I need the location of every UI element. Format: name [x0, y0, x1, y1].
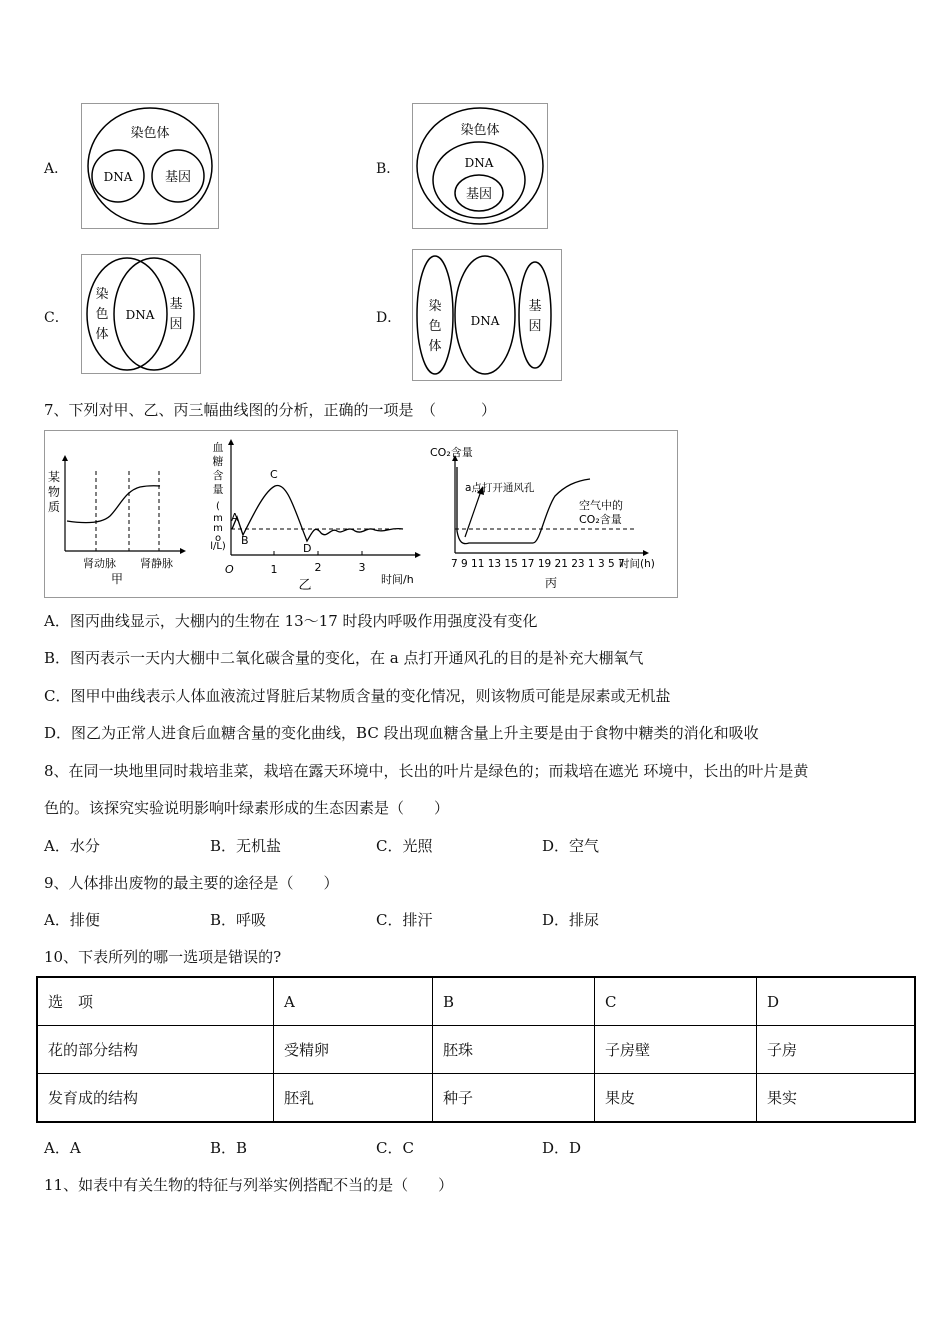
svg-text:量: 量 — [212, 483, 224, 496]
q7-figure — [44, 430, 678, 598]
q9-option-b[interactable]: B．呼吸 — [210, 911, 267, 929]
q6-figure-d[interactable] — [412, 249, 562, 381]
q7-jia-x2: 肾静脉 — [140, 557, 173, 570]
table-cell: 胚珠 — [433, 1026, 595, 1074]
table-cell: 果实 — [757, 1074, 916, 1123]
q7-option-d[interactable]: D．图乙为正常人进食后血糖含量的变化曲线，BC 段出现血糖含量上升主要是由于食物中糖类的消化和吸收 — [44, 724, 759, 742]
q7-yi-point-d: D — [303, 542, 312, 555]
svg-text:o: o — [214, 533, 222, 544]
q6a-right-label: 基因 — [164, 170, 192, 185]
q8-stem-line2: 色的。该探究实验说明影响叶绿素形成的生态因素是（ ） — [44, 799, 450, 817]
table-cell: 子房 — [757, 1026, 916, 1074]
q6c-right-char1: 基 — [169, 297, 183, 312]
q6b-outer-label: 染色体 — [460, 123, 500, 138]
svg-text:某: 某 — [47, 470, 61, 484]
table-row — [37, 1026, 915, 1074]
table-cell: 胚乳 — [274, 1074, 433, 1123]
svg-text:糖: 糖 — [212, 455, 224, 468]
table-cell: 花的部分结构 — [37, 1026, 274, 1074]
q6-figure-c[interactable] — [81, 254, 201, 374]
q8-option-a[interactable]: A．水分 — [44, 837, 100, 855]
q7-graph-bing — [430, 445, 655, 590]
q7-yi-point-a: A — [231, 511, 239, 524]
q10-option-d[interactable]: D．D — [542, 1139, 582, 1157]
q9-option-d[interactable]: D．排尿 — [542, 911, 600, 929]
table-cell: B — [433, 977, 595, 1026]
q10-option-a[interactable]: A．A — [44, 1139, 81, 1157]
q6b-inner-label: 基因 — [465, 187, 493, 202]
q9-option-c[interactable]: C．排汗 — [376, 911, 433, 929]
q6a-outer-label: 染色体 — [130, 126, 170, 141]
svg-text:血: 血 — [212, 441, 224, 454]
q8-option-c[interactable]: C．光照 — [376, 837, 433, 855]
q6c-middle-label: DNA — [125, 308, 155, 322]
q7-option-c[interactable]: C．图甲中曲线表示人体血液流过肾脏后某物质含量的变化情况，则该物质可能是尿素或无机盐 — [44, 687, 671, 705]
q6d-right-char2: 因 — [528, 319, 542, 334]
q7-yi-point-c: C — [270, 468, 278, 481]
table-cell: A — [274, 977, 433, 1026]
q6-figure-a[interactable] — [81, 103, 219, 229]
table-cell: 果皮 — [595, 1074, 757, 1123]
table-cell: D — [757, 977, 916, 1026]
q7-yi-point-b: B — [241, 534, 249, 547]
q10-table — [36, 976, 916, 1123]
table-cell: 受精卵 — [274, 1026, 433, 1074]
svg-text:l/L): l/L) — [210, 541, 226, 552]
svg-text:m: m — [213, 523, 223, 534]
q8-option-b[interactable]: B．无机盐 — [210, 837, 282, 855]
q7-option-a[interactable]: A．图丙曲线显示，大棚内的生物在 13～17 时段内呼吸作用强度没有变化 — [44, 612, 538, 630]
q10-option-b[interactable]: B．B — [210, 1139, 248, 1157]
q6c-right-char2: 因 — [169, 317, 183, 332]
q8-stem-line1: 8、在同一块地里同时栽培韭菜，栽培在露天环境中，长出的叶片是绿色的；而栽培在遮光 环境中，长出的叶片是黄 — [44, 762, 809, 780]
table-cell: 子房壁 — [595, 1026, 757, 1074]
q7-graph-yi — [210, 439, 421, 593]
q7-graph-jia — [48, 455, 186, 586]
svg-text:m: m — [213, 513, 223, 524]
q9-stem: 9、人体排出废物的最主要的途径是（ ） — [44, 874, 339, 892]
q6c-left-char3: 体 — [95, 327, 109, 342]
q6d-right-char1: 基 — [528, 299, 542, 314]
q6c-left-char2: 色 — [95, 307, 109, 322]
table-row — [37, 1074, 915, 1123]
q7-bing-caption: 丙 — [544, 576, 558, 590]
table-cell: 种子 — [433, 1074, 595, 1123]
q6b-middle-label: DNA — [464, 156, 494, 170]
q7-bing-ticks: 7 9 11 13 15 17 19 21 23 1 3 5 7 — [451, 558, 625, 570]
q6d-left-char1: 染 — [428, 299, 442, 314]
table-row — [37, 977, 915, 1026]
q7-bing-air-label-2: CO₂含量 — [579, 513, 622, 526]
q7-bing-xlabel: 时间(h) — [619, 558, 655, 570]
table-cell: 发育成的结构 — [37, 1074, 274, 1123]
q9-option-a[interactable]: A．排便 — [44, 911, 100, 929]
q6d-left-char3: 体 — [428, 339, 442, 354]
svg-text:质: 质 — [47, 500, 61, 514]
q6-option-a-label: A． — [44, 161, 69, 177]
q7-yi-tick-2: 2 — [314, 561, 322, 574]
q7-bing-annotation: a点打开通风孔 — [465, 482, 535, 494]
q6-figure-b[interactable] — [412, 103, 548, 229]
q7-bing-air-label-1: 空气中的 — [579, 499, 623, 512]
q7-jia-x1: 肾动脉 — [83, 557, 116, 570]
q7-yi-caption: 乙 — [298, 578, 312, 593]
q11-stem: 11、如表中有关生物的特征与列举实例搭配不当的是（ ） — [44, 1176, 454, 1194]
q7-yi-tick-1: 1 — [270, 563, 278, 576]
q6a-left-label: DNA — [103, 170, 133, 184]
q7-yi-origin: O — [225, 563, 234, 576]
q8-option-d[interactable]: D．空气 — [542, 837, 600, 855]
q10-stem: 10、下表所列的哪一选项是错误的? — [44, 948, 282, 966]
q7-jia-caption: 甲 — [110, 572, 124, 586]
table-cell: 选 项 — [37, 977, 274, 1026]
q6-option-d-label: D． — [376, 310, 402, 326]
svg-text:(: ( — [216, 501, 220, 512]
svg-text:含: 含 — [212, 469, 224, 482]
q7-yi-xlabel: 时间/h — [381, 573, 414, 586]
q6d-left-char2: 色 — [428, 319, 442, 334]
svg-text:物: 物 — [47, 485, 61, 499]
table-cell: C — [595, 977, 757, 1026]
q7-bing-ylabel: CO₂含量 — [430, 446, 473, 459]
q6-option-b-label: B． — [376, 161, 401, 177]
q7-option-b[interactable]: B．图丙表示一天内大棚中二氧化碳含量的变化，在 a 点打开通风孔的目的是补充大棚氧气 — [44, 649, 644, 667]
q6-option-c-label: C． — [44, 310, 69, 326]
q10-option-c[interactable]: C．C — [376, 1139, 414, 1157]
q6d-middle-label: DNA — [470, 314, 500, 328]
q6c-left-char1: 染 — [95, 287, 109, 302]
q7-stem: 7、下列对甲、乙、丙三幅曲线图的分析，正确的一项是 （ ） — [44, 401, 497, 419]
q7-yi-tick-3: 3 — [358, 561, 366, 574]
